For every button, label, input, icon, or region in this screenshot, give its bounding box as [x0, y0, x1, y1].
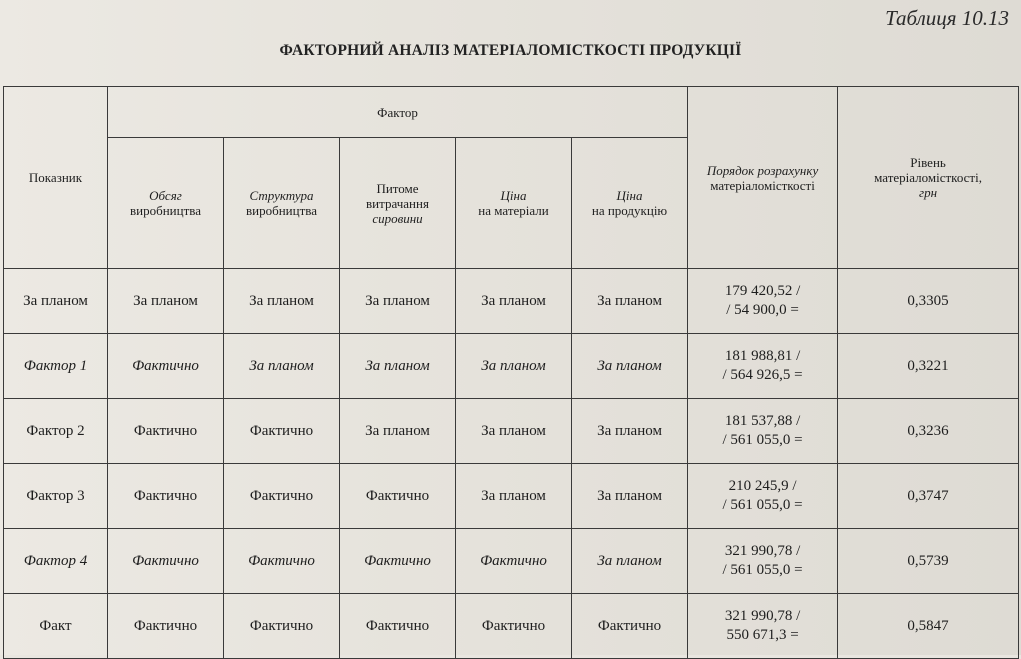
cell-specific: Фактично — [340, 529, 456, 594]
cell-price-products: За планом — [572, 464, 688, 529]
header-volume-line2: виробництва — [130, 203, 201, 218]
calc-denominator: / 561 055,0 = — [722, 562, 803, 578]
cell-price-products: За планом — [572, 334, 688, 399]
header-specific — [340, 138, 456, 269]
header-price-products-line2: на продукцію — [591, 203, 668, 218]
cell-volume: Фактично — [108, 529, 224, 594]
calc-denominator: / 54 900,0 = — [726, 302, 799, 318]
calc-denominator: / 564 926,5 = — [722, 367, 803, 383]
cell-volume: Фактично — [108, 464, 224, 529]
header-structure-line1: Структура — [249, 188, 314, 203]
cell-volume: Фактично — [108, 334, 224, 399]
cell-structure: Фактично — [224, 464, 340, 529]
cell-price-products: Фактично — [572, 594, 688, 659]
cell-specific: Фактично — [340, 594, 456, 659]
cell-calc-order — [688, 529, 838, 594]
header-price-products — [572, 138, 688, 269]
header-price-products-line1: Ціна — [616, 188, 643, 203]
header-level-line2: матеріаломісткості, — [874, 170, 982, 185]
cell-price-materials: За планом — [456, 334, 572, 399]
cell-structure: Фактично — [224, 529, 340, 594]
cell-price-products: За планом — [572, 399, 688, 464]
cell-calc-order — [688, 594, 838, 659]
cell-price-materials: За планом — [456, 269, 572, 334]
header-specific-line2: витрачання — [366, 195, 429, 211]
table-row — [4, 334, 1019, 399]
header-level-line1: Рівень — [910, 155, 946, 170]
header-level — [838, 87, 1019, 269]
cell-calc-order — [688, 399, 838, 464]
cell-price-materials: За планом — [456, 464, 572, 529]
table-title: ФАКТОРНИЙ АНАЛІЗ МАТЕРІАЛОМІСТКОСТІ ПРОДУКЦІЇ — [279, 42, 742, 59]
cell-price-materials: За планом — [456, 399, 572, 464]
header-price-materials — [456, 138, 572, 269]
header-volume-line1: Обсяг — [149, 188, 182, 203]
cell-indicator: Фактор 4 — [4, 529, 108, 594]
header-volume — [108, 138, 224, 269]
cell-indicator: Факт — [4, 594, 108, 659]
table-row — [4, 399, 1019, 464]
calc-numerator: 321 990,78 / — [724, 608, 801, 624]
header-indicator: Показник — [4, 87, 108, 269]
table-row — [4, 529, 1019, 594]
cell-indicator: Фактор 2 — [4, 399, 108, 464]
calc-denominator: / 561 055,0 = — [722, 497, 803, 513]
calc-numerator: 210 245,9 / — [728, 478, 797, 494]
header-row-1 — [4, 87, 1019, 138]
cell-structure: За планом — [224, 334, 340, 399]
cell-price-materials: Фактично — [456, 594, 572, 659]
cell-specific: За планом — [340, 399, 456, 464]
calc-numerator: 179 420,52 / — [724, 283, 801, 299]
header-calc-order-line2: матеріаломісткості — [710, 177, 815, 193]
cell-level: 0,3221 — [838, 334, 1019, 399]
cell-price-products: За планом — [572, 529, 688, 594]
header-specific-line3: сировини — [372, 210, 423, 226]
header-price-materials-line1: Ціна — [500, 188, 527, 203]
cell-structure: За планом — [224, 269, 340, 334]
cell-level: 0,3747 — [838, 464, 1019, 529]
header-level-line3: грн — [919, 185, 938, 200]
cell-price-products: За планом — [572, 269, 688, 334]
calc-denominator: / 561 055,0 = — [722, 432, 803, 448]
table-row — [4, 269, 1019, 334]
cell-price-materials: Фактично — [456, 529, 572, 594]
cell-indicator: Фактор 1 — [4, 334, 108, 399]
cell-specific: За планом — [340, 269, 456, 334]
header-structure-line2: виробництва — [246, 203, 317, 218]
calc-numerator: 181 988,81 / — [724, 348, 801, 364]
cell-structure: Фактично — [224, 399, 340, 464]
cell-indicator: За планом — [4, 269, 108, 334]
header-structure — [224, 138, 340, 269]
cell-specific: За планом — [340, 334, 456, 399]
header-factor-group: Фактор — [108, 87, 688, 138]
cell-indicator: Фактор 3 — [4, 464, 108, 529]
table-number: Таблиця 10.13 — [885, 6, 1009, 30]
calc-denominator: 550 671,3 = — [726, 627, 799, 643]
cell-level: 0,3305 — [838, 269, 1019, 334]
calc-numerator: 181 537,88 / — [724, 413, 801, 429]
cell-volume: Фактично — [108, 594, 224, 659]
table-row — [4, 594, 1019, 659]
factor-analysis-table — [3, 86, 1019, 659]
header-calc-order — [688, 87, 838, 269]
cell-calc-order — [688, 334, 838, 399]
cell-structure: Фактично — [224, 594, 340, 659]
header-specific-line1: Питоме — [376, 180, 419, 196]
table-row — [4, 464, 1019, 529]
cell-calc-order — [688, 269, 838, 334]
cell-calc-order — [688, 464, 838, 529]
calc-numerator: 321 990,78 / — [724, 543, 801, 559]
header-calc-order-line1: Порядок розрахунку — [706, 162, 819, 178]
header-price-materials-line2: на матеріали — [478, 203, 549, 218]
cell-specific: Фактично — [340, 464, 456, 529]
cell-level: 0,5739 — [838, 529, 1019, 594]
cell-level: 0,3236 — [838, 399, 1019, 464]
cell-volume: Фактично — [108, 399, 224, 464]
cell-volume: За планом — [108, 269, 224, 334]
cell-level: 0,5847 — [838, 594, 1019, 659]
